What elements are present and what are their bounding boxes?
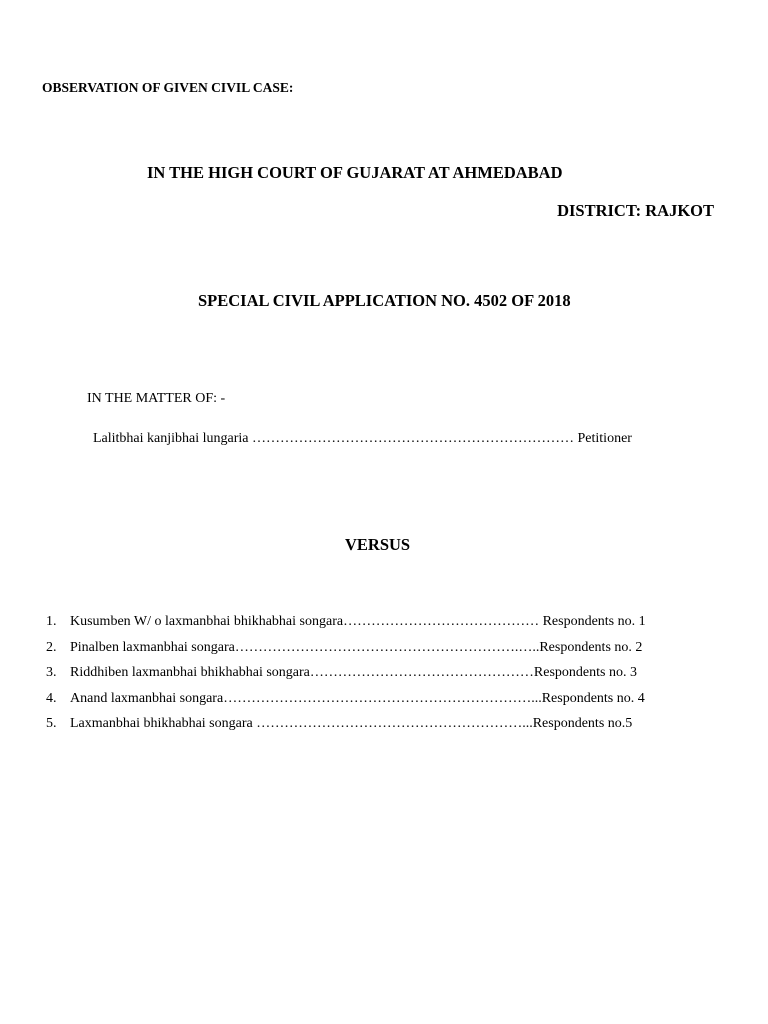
respondent-number: 3.: [46, 665, 57, 680]
respondents-list: [46, 614, 646, 742]
petitioner-leader-dots: ……………………………………………………………: [248, 431, 578, 446]
petitioner-role: Petitioner: [577, 431, 632, 446]
respondent-number: 4.: [46, 690, 57, 706]
application-title: SPECIAL CIVIL APPLICATION NO. 4502 OF 2018: [198, 291, 571, 310]
respondent-item: [46, 691, 646, 717]
respondent-name: Laxmanbhai bhikhabhai songara: [70, 716, 253, 731]
respondent-leader-dots: ……………………………………: [343, 614, 543, 629]
respondent-item: [46, 665, 646, 691]
observation-heading: OBSERVATION OF GIVEN CIVIL CASE:: [42, 80, 294, 95]
district-label: DISTRICT: RAJKOT: [557, 201, 714, 220]
respondent-name: Anand laxmanbhai songara: [70, 690, 224, 706]
respondent-name: Riddhiben laxmanbhai bhikhabhai songara: [70, 665, 310, 680]
respondent-name: Kusumben W/ o laxmanbhai bhikhabhai songara: [70, 614, 344, 629]
respondent-leader-dots: …………………………………………………….…..: [234, 639, 540, 655]
respondent-number: 2.: [46, 639, 57, 655]
versus-heading: VERSUS: [345, 535, 411, 554]
respondent-number: 5.: [46, 716, 57, 731]
respondent-leader-dots: …………………………………………………..: [252, 716, 530, 731]
respondent-item: [46, 716, 646, 742]
respondent-role: .Respondents no.5: [529, 716, 633, 731]
court-title: IN THE HIGH COURT OF GUJARAT AT AHMEDABAD: [147, 163, 563, 182]
respondent-role: .Respondents no. 4: [538, 690, 645, 706]
respondent-item: [46, 640, 646, 666]
respondent-leader-dots: …………………………………………………………..: [223, 690, 539, 706]
respondent-role: Respondents no. 2: [539, 639, 643, 655]
respondent-name: Pinalben laxmanbhai songara: [70, 639, 235, 655]
matter-label: IN THE MATTER OF: -: [87, 391, 226, 406]
respondent-leader-dots: …………………………………………: [309, 665, 534, 680]
respondent-item: [46, 614, 646, 640]
respondent-number: 1.: [46, 614, 57, 629]
respondent-role: Respondents no. 3: [533, 665, 637, 680]
petitioner-row: [93, 431, 632, 447]
respondent-role: Respondents no. 1: [542, 614, 646, 629]
petitioner-name: Lalitbhai kanjibhai lungaria: [93, 431, 249, 446]
